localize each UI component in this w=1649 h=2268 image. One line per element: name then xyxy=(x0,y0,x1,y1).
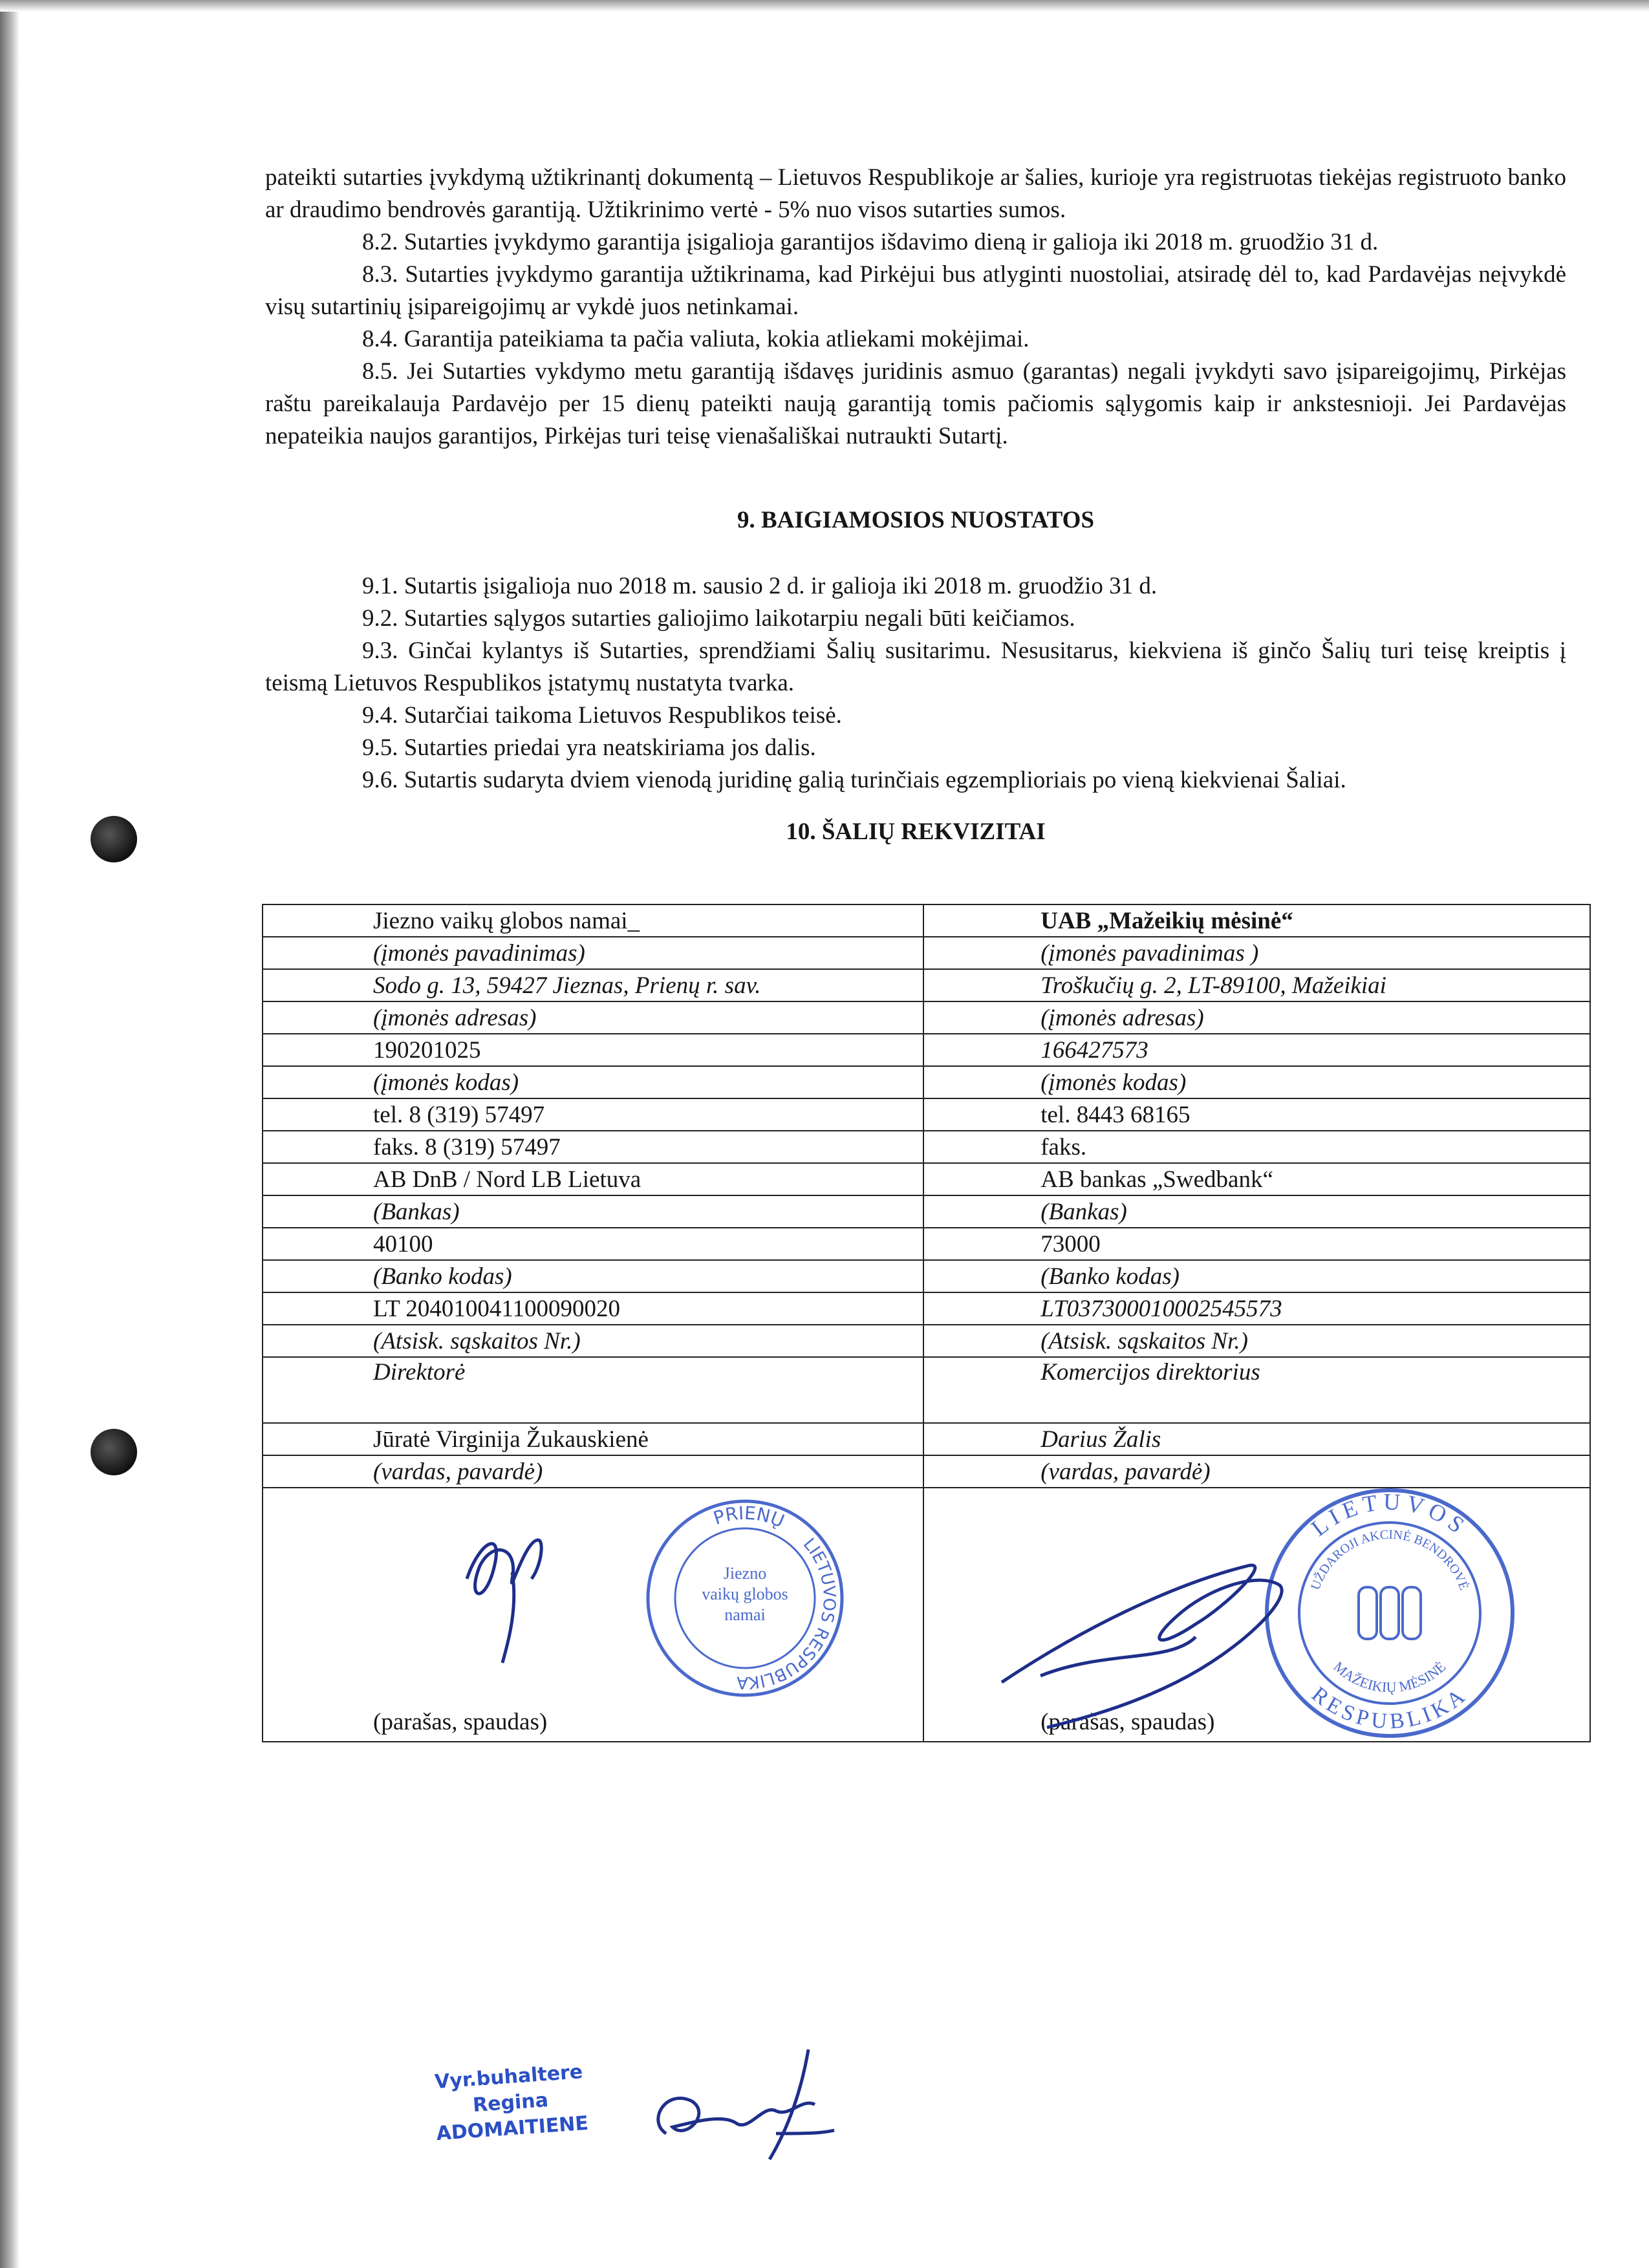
svg-text:UŽDAROJI AKCINĖ BENDROVĖ xyxy=(1308,1528,1472,1592)
paragraph-8-3: 8.3. Sutarties įvykdymo garantija užtikrinama, kad Pirkėjui bus atlyginti nuostoliai, atsiradę dėl to, kad Pardavėjas neįvykdė visų sutartinių įsipareigojimų ar vykdė juos netinkamai. xyxy=(265,261,1566,320)
paragraph-9-3: 9.3. Ginčai kylantys iš Sutarties, sprendžiami Šalių susitarimu. Nesusitarus, kiekviena iš ginčo Šalių turi teisę kreiptis į teismą Lietuvos Respublikos įstatymų nustatyta tvarka. xyxy=(265,637,1566,696)
right-signature xyxy=(1002,1565,1282,1728)
left-stamp-top-text: PRIENŲ xyxy=(711,1502,788,1532)
accountant-stamp xyxy=(432,2060,589,2145)
right-stamp-inner-text: UŽDAROJI AKCINĖ BENDROVĖ xyxy=(1308,1527,1472,1592)
cell-text: (įmonės kodas) xyxy=(1040,1069,1187,1096)
paragraph-9-6: 9.6. Sutartis sudaryta dviem vienodą juridinę galią turinčiais egzemplioriais po vieną kiekvienai Šaliai. xyxy=(362,767,1346,793)
cell-text: LT 204010041100090020 xyxy=(373,1296,621,1322)
buyer-cell xyxy=(263,1163,923,1195)
left-stamp xyxy=(648,1501,842,1695)
cell-text: Sodo g. 13, 59427 Jieznas, Prienų r. sav. xyxy=(373,972,761,999)
buyer-cell xyxy=(263,1423,923,1455)
buyer-cell xyxy=(263,1357,923,1423)
cell-text: UAB „Mažeikių mėsinė“ xyxy=(1040,908,1293,934)
table-row xyxy=(263,1066,1590,1098)
cell-text: 166427573 xyxy=(1040,1037,1148,1064)
right-stamp-logo xyxy=(1359,1587,1421,1639)
cell-text: Darius Žalis xyxy=(1040,1426,1161,1453)
table-row xyxy=(263,937,1590,969)
section-9-title: 9. BAIGIAMOSIOS NUOSTATOS xyxy=(737,507,1095,533)
buyer-cell xyxy=(263,1034,923,1066)
seller-cell xyxy=(923,1423,1590,1455)
table-row xyxy=(263,1357,1590,1423)
cell-text: LT037300010002545573 xyxy=(1040,1296,1282,1322)
paragraph-8-5: 8.5. Jei Sutarties vykdymo metu garantiją išdavęs juridinis asmuo (garantas) negali įvykdyti savo įsipareigojimų, Pirkėjas raštu pareikalauja Pardavėjo per 15 dienų pateikti naują garantiją tomis pačiomis sąlygomis kaip ir ankstesnioji. Jei Pardavėjas nepateikia naujos garantijos, Pirkėjas turi teisę vienašališkai nutraukti Sutartį. xyxy=(265,358,1566,449)
svg-text:LIETUVOS xyxy=(1306,1488,1473,1541)
paragraph-8-4: 8.4. Garantija pateikiama ta pačia valiuta, kokia atliekami mokėjimai. xyxy=(362,326,1029,352)
seller-cell xyxy=(923,1325,1590,1357)
table-row xyxy=(263,1260,1590,1292)
left-stamp-center-text: Jiezno vaikų globos namai xyxy=(702,1564,788,1624)
buyer-cell xyxy=(263,1488,923,1742)
cell-text: (parašas, spaudas) xyxy=(373,1709,548,1735)
seller-cell xyxy=(923,1098,1590,1131)
seller-cell xyxy=(923,1001,1590,1034)
seller-cell xyxy=(923,1488,1590,1742)
table-row xyxy=(263,1163,1590,1195)
cell-text: 73000 xyxy=(1040,1231,1101,1257)
svg-text:RESPUBLIKA xyxy=(1307,1682,1472,1734)
cell-text: tel. 8 (319) 57497 xyxy=(373,1102,545,1128)
buyer-cell xyxy=(263,904,923,937)
accountant-title: Vyr.buhaltere xyxy=(434,2060,584,2094)
right-stamp-name-text: MAŽEIKIŲ MĖSINĖ xyxy=(1330,1658,1449,1696)
table-row xyxy=(263,1001,1590,1034)
seller-cell xyxy=(923,1357,1590,1423)
table-row xyxy=(263,904,1590,937)
buyer-cell xyxy=(263,1066,923,1098)
paragraph-9-4: 9.4. Sutarčiai taikoma Lietuvos Respublikos teisė. xyxy=(362,702,842,729)
cell-text: (Atsisk. sąskaitos Nr.) xyxy=(373,1328,581,1354)
seller-cell xyxy=(923,969,1590,1001)
cell-text: (Atsisk. sąskaitos Nr.) xyxy=(1040,1328,1248,1354)
buyer-cell xyxy=(263,1292,923,1325)
cell-text: (įmonės pavadinimas) xyxy=(373,940,585,967)
document-body xyxy=(265,162,1566,1742)
requisites-table xyxy=(262,904,1591,1742)
section-10-title: 10. ŠALIŲ REKVIZITAI xyxy=(786,818,1046,845)
seller-cell xyxy=(923,1228,1590,1260)
cell-text: (Bankas) xyxy=(373,1199,460,1225)
cell-text: Jiezno vaikų globos namai_ xyxy=(373,908,640,934)
buyer-cell xyxy=(263,969,923,1001)
cell-text: (Banko kodas) xyxy=(373,1263,512,1290)
buyer-cell xyxy=(263,1131,923,1163)
table-row xyxy=(263,1131,1590,1163)
accountant-signature xyxy=(658,2049,834,2159)
buyer-cell xyxy=(263,1228,923,1260)
cell-text: Komercijos direktorius xyxy=(1040,1359,1260,1385)
svg-text:PRIENŲ xyxy=(711,1503,788,1532)
cell-text: AB DnB / Nord LB Lietuva xyxy=(373,1166,641,1193)
right-stamp-bottom-text: RESPUBLIKA xyxy=(1307,1682,1473,1734)
cell-text: (įmonės pavadinimas ) xyxy=(1040,940,1259,967)
paragraph-9-2: 9.2. Sutarties sąlygos sutarties galiojimo laikotarpiu negali būti keičiamos. xyxy=(362,605,1075,632)
table-row xyxy=(263,1455,1590,1488)
cell-text: (įmonės adresas) xyxy=(1040,1005,1204,1031)
accountant-last-name: ADOMAITIENE xyxy=(435,2112,589,2146)
seller-cell xyxy=(923,1163,1590,1195)
paragraph-9-1: 9.1. Sutartis įsigalioja nuo 2018 m. sausio 2 d. ir galioja iki 2018 m. gruodžio 31 d. xyxy=(362,573,1158,599)
seller-cell xyxy=(923,904,1590,937)
cell-text: (vardas, pavardė) xyxy=(1040,1459,1211,1485)
seller-cell xyxy=(923,1034,1590,1066)
cell-text: Jūratė Virginija Žukauskienė xyxy=(373,1426,649,1453)
paragraph-8-2: 8.2. Sutarties įvykdymo garantija įsigalioja garantijos išdavimo dieną ir galioja iki 2018 m. gruodžio 31 d. xyxy=(362,229,1379,255)
svg-text:MAŽEIKIŲ MĖSINĖ xyxy=(1331,1658,1449,1695)
table-row xyxy=(263,1228,1590,1260)
table-row xyxy=(263,969,1590,1001)
left-stamp-and-signature xyxy=(263,1488,927,1738)
buyer-cell xyxy=(263,1325,923,1357)
right-stamp-and-signature xyxy=(924,1488,1589,1738)
cell-text: tel. 8443 68165 xyxy=(1040,1102,1191,1128)
punch-hole xyxy=(91,816,137,862)
accountant-first-name: Regina xyxy=(471,2088,549,2117)
cell-text: 40100 xyxy=(373,1231,433,1257)
cell-text: (parašas, spaudas) xyxy=(1040,1709,1215,1735)
paragraph-8-1-cont: pateikti sutarties įvykdymą užtikrinantį dokumentą – Lietuvos Respublikoje ar šalies, kurioje yra registruotas tiekėjas registruoto banko ar draudimo bendrovės garantiją. Užtikrinimo vertė - 5% nuo visos sutarties sumos. xyxy=(265,164,1566,223)
buyer-cell xyxy=(263,1455,923,1488)
cell-text: 190201025 xyxy=(373,1037,481,1064)
buyer-cell xyxy=(263,1260,923,1292)
cell-text: faks. 8 (319) 57497 xyxy=(373,1134,561,1161)
right-stamp-top-text: LIETUVOS xyxy=(1306,1488,1474,1541)
table-row xyxy=(263,1034,1590,1066)
cell-text: Direktorė xyxy=(373,1359,466,1385)
buyer-cell xyxy=(263,1098,923,1131)
cell-text: (Banko kodas) xyxy=(1040,1263,1180,1290)
paragraph-9-5: 9.5. Sutarties priedai yra neatskiriama jos dalis. xyxy=(362,734,816,761)
scan-edge xyxy=(0,0,19,2268)
left-stamp-ring-text: LIETUVOS RESPUBLIKA xyxy=(736,1534,839,1693)
seller-cell xyxy=(923,1292,1590,1325)
right-stamp xyxy=(1267,1488,1513,1736)
table-row xyxy=(263,1423,1590,1455)
cell-text: Troškučių g. 2, LT-89100, Mažeikiai xyxy=(1040,972,1386,999)
cell-text: (Bankas) xyxy=(1040,1199,1127,1225)
buyer-cell xyxy=(263,1195,923,1228)
cell-text: AB bankas „Swedbank“ xyxy=(1040,1166,1273,1193)
seller-cell xyxy=(923,1195,1590,1228)
table-row xyxy=(263,1325,1590,1357)
cell-text: faks. xyxy=(1040,1134,1087,1161)
table-row xyxy=(263,1488,1590,1742)
seller-cell xyxy=(923,1260,1590,1292)
table-row xyxy=(263,1292,1590,1325)
cell-text: (vardas, pavardė) xyxy=(373,1459,543,1485)
seller-cell xyxy=(923,937,1590,969)
buyer-cell xyxy=(263,1001,923,1034)
left-signature xyxy=(467,1540,541,1663)
cell-text: (įmonės adresas) xyxy=(373,1005,537,1031)
scan-top-edge xyxy=(0,0,1649,12)
cell-text: (įmonės kodas) xyxy=(373,1069,519,1096)
buyer-cell xyxy=(263,937,923,969)
seller-cell xyxy=(923,1131,1590,1163)
svg-text:LIETUVOS RESPUBLIKA xyxy=(736,1535,839,1693)
seller-cell xyxy=(923,1066,1590,1098)
seller-cell xyxy=(923,1455,1590,1488)
table-row xyxy=(263,1098,1590,1131)
punch-hole xyxy=(91,1429,137,1475)
table-row xyxy=(263,1195,1590,1228)
